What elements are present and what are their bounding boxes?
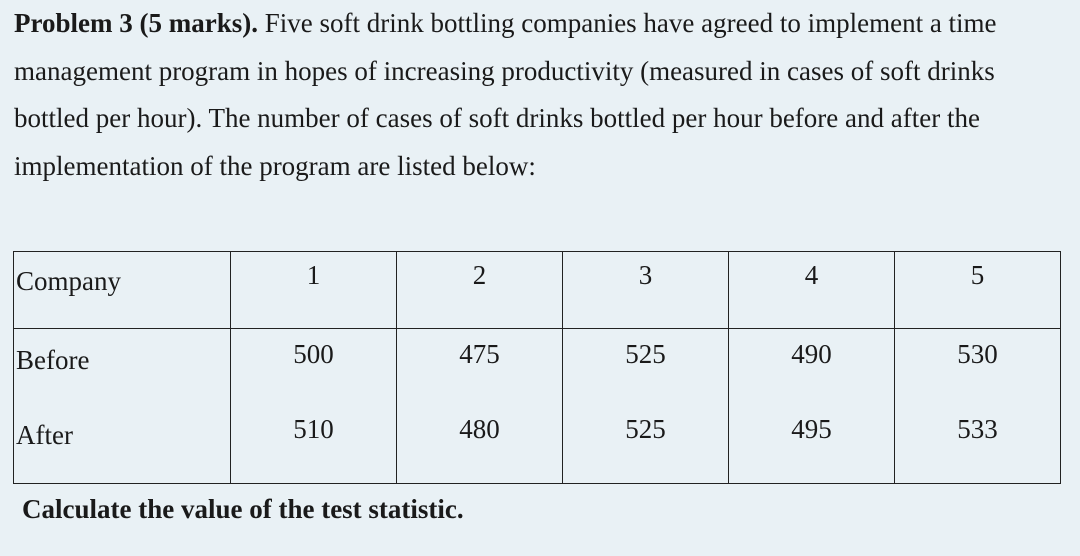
company-number: 5 — [895, 252, 1061, 329]
problem-statement — [14, 0, 1074, 190]
table-cell: 490 — [729, 329, 895, 408]
question-text: Calculate the value of the test statistic. — [22, 494, 464, 524]
company-number: 1 — [231, 252, 397, 329]
company-number: 3 — [563, 252, 729, 329]
table-row-after — [14, 407, 1061, 484]
table-cell: 510 — [231, 407, 397, 484]
data-table — [13, 251, 1061, 484]
table-cell: 475 — [397, 329, 563, 408]
table-row-before — [14, 329, 1061, 408]
table-cell: 533 — [895, 407, 1061, 484]
row-label-after: After — [14, 407, 231, 484]
table-cell: 480 — [397, 407, 563, 484]
table-cell: 525 — [563, 407, 729, 484]
table-cell: 500 — [231, 329, 397, 408]
company-number: 2 — [397, 252, 563, 329]
header-label-company: Company — [14, 252, 231, 329]
table-cell: 495 — [729, 407, 895, 484]
company-number: 4 — [729, 252, 895, 329]
table-cell: 530 — [895, 329, 1061, 408]
table-header-row — [14, 252, 1061, 329]
problem-text: Five soft drink bottling companies have agreed to implement a time management program in hopes of increasing productivity (measured in cases of soft drinks bottled per hour). The number of cases of soft drinks bottled per hour before and after the implementation of the program are listed below: — [14, 8, 997, 181]
table-cell: 525 — [563, 329, 729, 408]
row-label-before: Before — [14, 329, 231, 408]
problem-heading: Problem 3 (5 marks). — [14, 8, 258, 38]
